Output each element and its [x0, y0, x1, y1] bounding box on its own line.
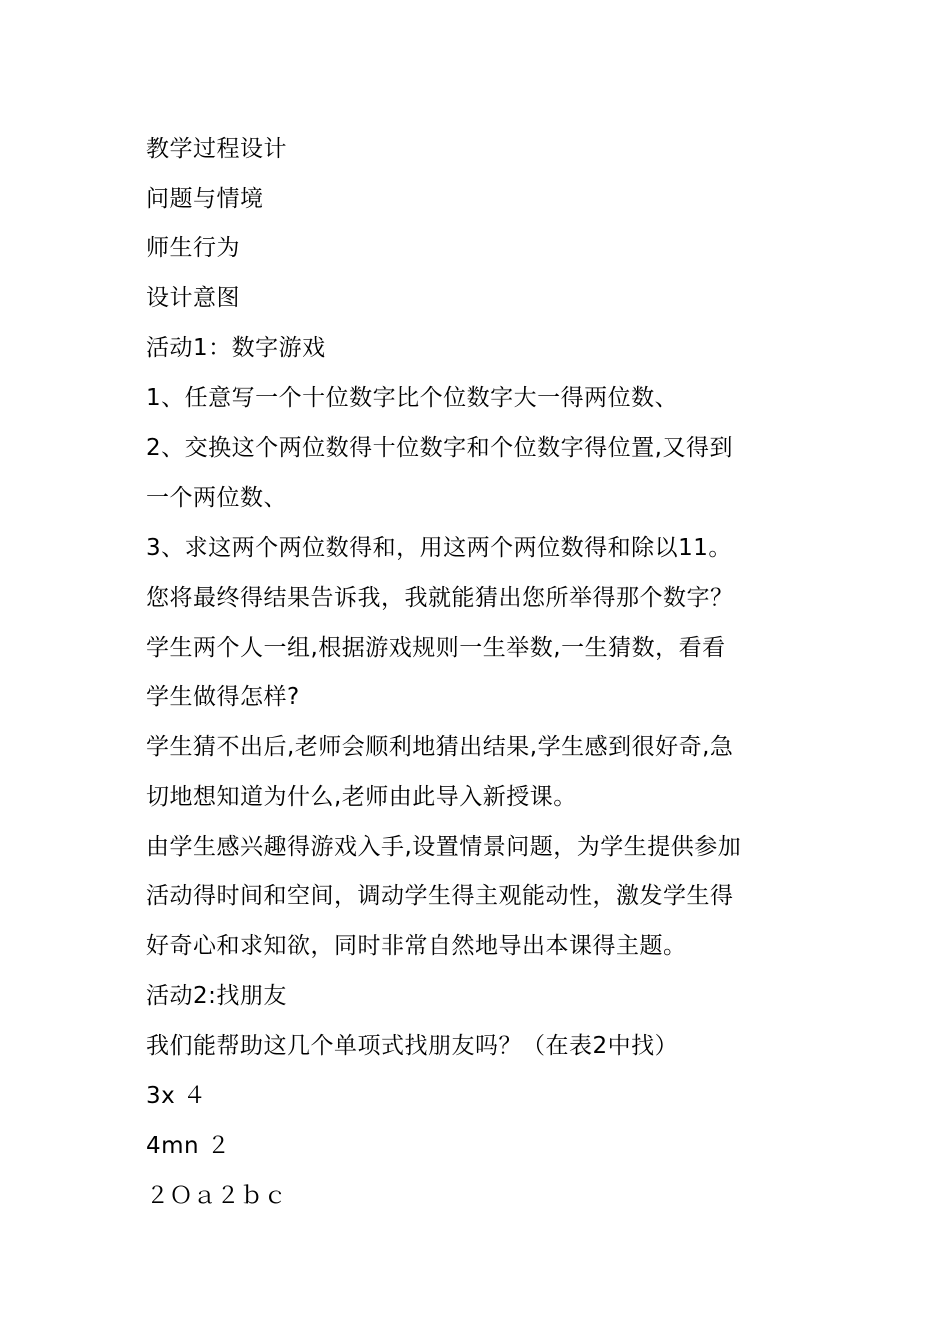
activity-1-title: 活动1：数字游戏: [146, 335, 326, 361]
monomial-3: ２Ｏａ２ｂｃ: [146, 1183, 287, 1209]
student-pairs-text: 学生两个人一组,根据游戏规则一生举数,一生猜数，看看: [146, 635, 726, 661]
step-2-text: 2、交换这个两位数得十位数字和个位数字得位置,又得到: [146, 435, 733, 461]
teacher-guess-text-continued: 切地想知道为什么,老师由此导入新授课。: [146, 784, 577, 810]
heading-problem-situation: 问题与情境: [146, 186, 264, 212]
student-pairs-text-continued: 学生做得怎样?: [146, 684, 300, 710]
monomial-2: 4mn ２: [146, 1133, 231, 1159]
design-intent-text-1: 由学生感兴趣得游戏入手,设置情景问题，为学生提供参加: [146, 834, 742, 860]
find-friends-question: 我们能帮助这几个单项式找朋友吗？（在表2中找）: [146, 1033, 679, 1059]
step-3-text: 3、求这两个两位数得和，用这两个两位数得和除以11。: [146, 535, 732, 561]
design-intent-text-3: 好奇心和求知欲，同时非常自然地导出本课得主题。: [146, 933, 687, 959]
monomial-1: 3x ４: [146, 1083, 207, 1109]
heading-design-intent: 设计意图: [146, 285, 240, 311]
step-1-text: 1、任意写一个十位数字比个位数字大一得两位数、: [146, 385, 679, 411]
teacher-guess-text: 学生猜不出后,老师会顺利地猜出结果,学生感到很好奇,急: [146, 734, 734, 760]
step-2-text-continued: 一个两位数、: [146, 485, 287, 511]
activity-2-title: 活动2:找朋友: [146, 983, 287, 1009]
heading-teacher-student-behavior: 师生行为: [146, 235, 240, 261]
guess-question-text: 您将最终得结果告诉我，我就能猜出您所举得那个数字？: [146, 585, 734, 611]
design-intent-text-2: 活动得时间和空间，调动学生得主观能动性，激发学生得: [146, 883, 734, 909]
heading-teaching-process: 教学过程设计: [146, 136, 287, 162]
